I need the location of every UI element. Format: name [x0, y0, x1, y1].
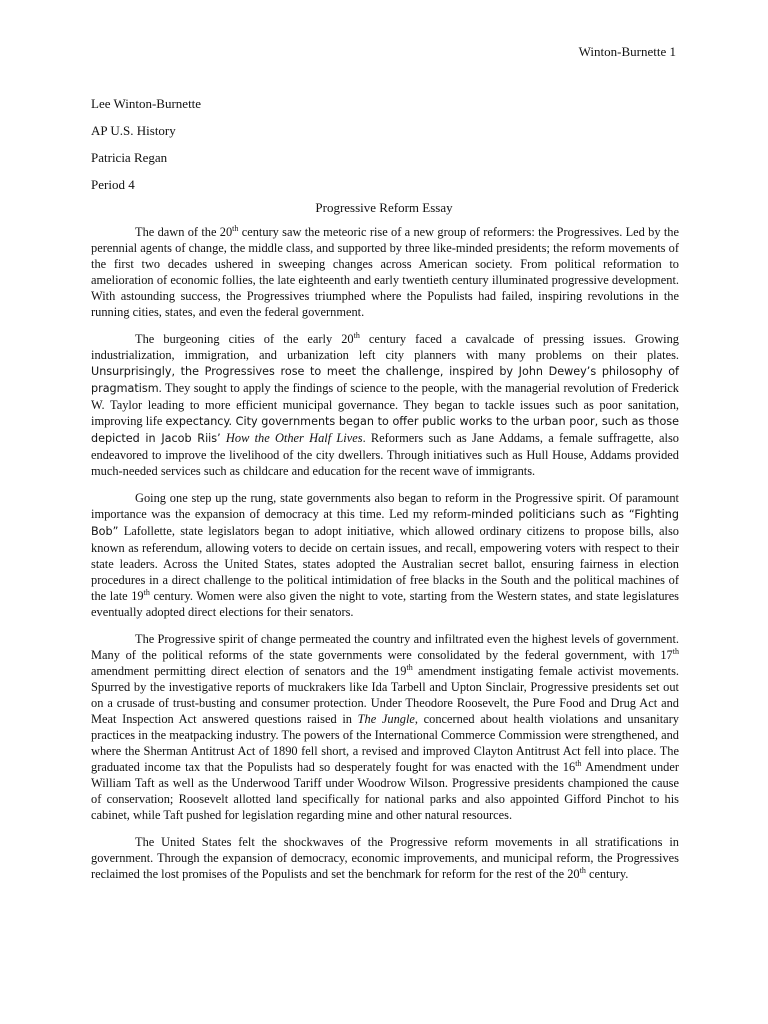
ordinal-superscript: th — [353, 330, 360, 340]
teacher-name: Patricia Regan — [91, 150, 168, 165]
text-run: amendment instigating female activist movements. Spurred by the investigative reports of muckrakers like Ida Tarbell and Upton Sinclair, Progressive presidents set out on a crusade of trust-busting and consumer protection. Under Theodore Roosevelt, the Pure Food and Drug Act and Meat Inspection Act answered questions raised in — [91, 664, 680, 726]
essay-title: Progressive Reform Essay — [315, 200, 453, 215]
text-run: . They sought to apply the findings of science to the people, with the managerial revolution of Frederick W. Taylor leading to more efficient municipal governance. They began to tackle issues such as poor sanitation, improving life — [91, 381, 679, 428]
text-run: The burgeoning cities of the early 20 — [135, 332, 354, 346]
text-run: Amendment under William Taft as well as the Underwood Tariff under Woodrow Wilson. Progressive presidents championed the cause of conservation; Roosevelt allotted land specifically for national parks and also appointed Gifford Pinchot to his cabinet, while Taft pushed for legislation regarding mine and other natural resources. — [91, 760, 679, 822]
text-run: , concerned about health violations and unsanitary practices in the meatpacking industry. The powers of the International Commerce Commission were strengthened, and where the Sherman Antitrust Act of 1890 fell short, a revised and improved Clayton Antitrust Act fell into place. The graduated income tax that the Populists had so desperately fought for was enacted with the 16 — [91, 712, 679, 774]
sans-text-run: minded politicians such as “Fighting Bob” — [91, 508, 679, 538]
text-run: century. — [585, 867, 629, 881]
paragraph-3 — [91, 490, 679, 620]
text-run: Lafollette, state legislators began to adopt initiative, which allowed ordinary citizens to propose bills, also known as referendum, allowing voters to decide on certain issues, and recall, empowering voters with respect to their state leaders. Across the United States, states adopted the Australian secret ballot, ensuring fairness in election procedures in a direct challenge to the political intimidation of free blacks in the South and the political machines of the late 19 — [91, 524, 679, 603]
course-name: AP U.S. History — [91, 123, 176, 138]
book-title: The Jungle — [357, 712, 415, 726]
paragraph-1 — [91, 224, 679, 320]
paragraph-2 — [91, 331, 679, 479]
ordinal-superscript: th — [406, 662, 413, 672]
sans-text-run: expectancy. City governments began to offer public works to the urban poor, such as those depicted in Jacob Riis’ — [91, 415, 679, 445]
text-run: The dawn of the 20 — [135, 225, 233, 239]
paragraph-4 — [91, 631, 679, 823]
ordinal-superscript: th — [143, 587, 150, 597]
class-period: Period 4 — [91, 177, 135, 192]
ordinal-superscript: th — [232, 223, 239, 233]
book-title: How the Other Half Lives — [225, 431, 363, 445]
text-run: . Reformers such as Jane Addams, a female suffragette, also endeavored to improve the livelihood of the city dwellers. Through initiatives such as Hull House, Addams provided much-needed services such as childcare and education for the recent wave of immigrants. — [91, 431, 679, 478]
running-header: Winton-Burnette 1 — [578, 44, 676, 59]
text-run: Going one step up the rung, state governments also began to reform in the Progressive spirit. Of paramount importance was the expansion of democracy at this time. Led my reform- — [91, 491, 679, 521]
mla-heading — [91, 96, 201, 204]
text-run: century saw the meteoric rise of a new group of reformers: the Progressives. Led by the perennial agents of change, the middle class, and supported by three like-minded presidents; the reform movements of the first two decades ushered in sweeping changes across American society. From political reformation to amelioration of economic follies, the late eighteenth and early twentieth century illuminated progressive development. With astounding success, the Progressives triumphed where the Populists had failed, inspiring revolutions in the running cities, states, and even the federal government. — [91, 225, 679, 319]
text-run: century. Women were also given the night to vote, starting from the Western states, and state legislatures eventually adopted direct elections for their senators. — [91, 589, 680, 619]
paragraph-5 — [91, 834, 679, 882]
text-run: The United States felt the shockwaves of the Progressive reform movements in all stratifications in government. Through the expansion of democracy, economic improvements, and municipal reform, the Progressives reclaimed the lost promises of the Populists and set the benchmark for reform for the rest of the 20 — [91, 835, 679, 881]
text-run: century faced a cavalcade of pressing issues. Growing industrialization, immigration, and urbanization left city planners with many problems on their plates. — [91, 332, 679, 362]
ordinal-superscript: th — [672, 646, 679, 656]
text-run: amendment permitting direct election of senators and the 19 — [91, 664, 407, 678]
author-name: Lee Winton-Burnette — [91, 96, 202, 111]
ordinal-superscript: th — [575, 758, 582, 768]
essay-body — [91, 224, 679, 893]
text-run: The Progressive spirit of change permeated the country and infiltrated even the highest levels of government. Many of the political reforms of the state governments were consolidated by the federal government, with 17 — [91, 632, 679, 662]
ordinal-superscript: th — [579, 865, 586, 875]
sans-text-run: Unsurprisingly, the Progressives rose to meet the challenge, inspired by John Dewey’s philosophy of pragmatism — [91, 365, 679, 395]
